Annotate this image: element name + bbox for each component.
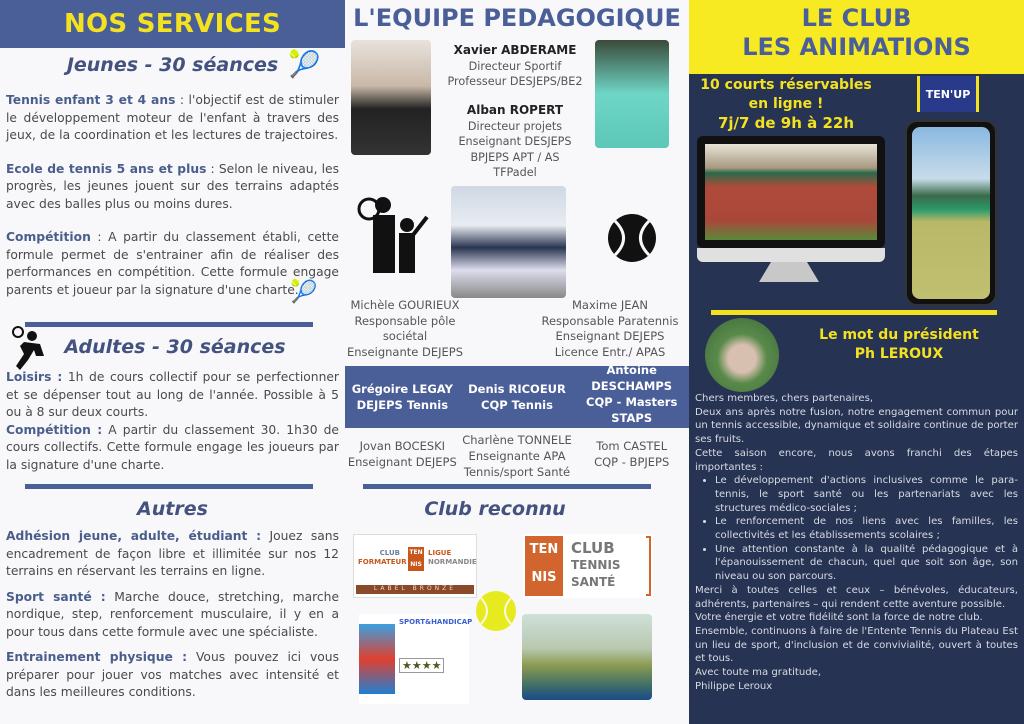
divider [711,310,997,315]
letter-paragraph: Merci à toutes celles et ceux – bénévoles, éducateurs, adhérents, partenaires – qui rendent cette aventure possible. [695,584,1018,610]
monitor-stand [759,262,819,282]
letter-paragraph: Cette saison encore, nous avons franchi des étapes importantes : [695,447,1018,473]
member-name: Jovan BOCESKI [359,439,446,453]
adultes-item [0,369,345,422]
alban-photo [595,40,669,148]
item-text: : A partir du classement établi, cette formule permet de s'entrainer afin de réaliser des performances en compétition. Cette formule engage parents et joueur par la signature d'une charte. [6,230,339,297]
logo-text: NORMANDIE [428,558,477,566]
autres-item [0,589,345,642]
autres-item [0,649,345,702]
president-letter [689,392,1024,693]
club-column [689,0,1024,724]
tennis-player-silhouette-icon [10,326,50,370]
club-header [689,0,1024,74]
member-name: Charlène TONNELE [462,433,572,447]
member-role: CQP - Masters [586,395,678,409]
achievements-list [695,474,1018,584]
wheelchair-tennis-photo [522,614,652,700]
divider [25,484,313,489]
coach-card [574,432,689,480]
member-role: Directeur Sportif [468,59,562,73]
logo-text: LIGUE [428,549,452,557]
logo-text: SPORT&HANDICAP [399,618,473,626]
item-label: Adhésion jeune, adulte, étudiant : [6,529,262,543]
member-role: Licence Entr./ APAS [554,344,666,359]
member-name: Alban ROPERT [466,103,564,117]
member-role: Tennis/sport Santé [463,465,571,479]
item-label: Loisirs : [6,370,63,384]
member-role: Enseignant DEJEPS [347,455,457,469]
letter-paragraph: Ensemble, continuons à faire de l'Entente Tennis du Plateau Est un lieu de sport, d'inclusion et de convivialité, ouvert à toutes et tous. [695,625,1018,665]
item-text: : l'objectif est de stimuler le développement moteur de l'enfant à travers des jeux, de la coordination et les lectures de trajectoires. [6,93,339,142]
jeunes-heading: Jeunes - 30 séances [66,54,279,76]
michele-card [345,298,465,360]
equipe-column [345,0,689,724]
item-label: Sport santé : [6,589,106,604]
member-name: Tom CASTEL [596,439,668,453]
xavier-card [435,43,595,90]
member-role: BPJEPS APT / AS [470,150,560,164]
outdoor-court-photo [912,127,990,299]
alban-card [425,103,605,181]
member-name: Denis RICOEUR [468,382,566,396]
tenup-logo[interactable]: TEN'UP [917,76,979,112]
sport-handicap-label [359,614,473,704]
logo-text: TENNIS [571,558,621,572]
member-role: STAPS [611,411,653,425]
smartphone [905,120,997,306]
achievement-item: • Le renforcement de nos liens avec les familles, les collectivités et les établissements scolaires ; [715,515,1018,542]
logo-text: SANTÉ [571,575,616,589]
logo-text: FORMATEUR [358,558,407,566]
member-name: Maxime JEAN [571,298,649,312]
item-text: Vous pouvez ici vous préparer pour jouer vos matches avec intensité et dans les meilleures conditions. [6,650,339,699]
member-role: Enseignante APA [468,449,566,463]
president-title: Le mot du président [819,327,979,343]
logo-text: NIS [410,561,422,568]
coach-card [345,432,460,480]
logo-text: TEN [409,549,423,556]
member-role: sociétal [382,329,428,343]
member-role: Professeur DESJEPS/BE2 [447,75,583,88]
member-role: Responsable pôle [354,313,456,328]
item-text: A partir du classement 30. 1h30 de cours collectifs. Cette formule engage les joueurs par la signature d'une charte. [6,422,339,472]
logo-text: CLUB [571,539,615,557]
xavier-photo [351,40,431,155]
services-title: NOS SERVICES [0,0,345,48]
label-bronze: LABEL BRONZE [356,585,474,594]
member-role: DEJEPS Tennis [356,398,449,412]
coach-card [460,432,575,480]
logo-text: NIS [531,570,557,585]
services-column [0,0,345,724]
member-role: Enseignant DEJEPS [555,329,665,343]
item-text: Marche douce, stretching, marche nordique, step, renforcement musculaire, il y en a pour tous dans cette formule avec une spécialiste. [6,589,340,639]
indoor-court-photo [705,144,877,240]
coach-card [345,381,460,413]
logo-text: CLUB [379,549,400,557]
yellow-tennis-ball-icon [475,590,517,632]
monitor-chin [697,248,885,262]
autres-heading: Autres [137,498,208,520]
club-reconnu-heading: Club reconnu [424,498,566,520]
member-role: Enseignante DEJEPS [347,344,463,359]
achievement-item: • Le développement d'actions inclusives comme le para-tennis, le sport santé ou les partenariats avec les structures médico-sociales ; [715,474,1018,515]
coaches-band [345,363,689,428]
item-label: Compétition : [6,422,103,437]
four-stars-rating: ★★★★ [399,658,444,673]
divider [25,322,313,327]
letter-paragraph: Deux ans après notre fusion, notre engagement commun pour un tennis accessible, dynamique et solidaire continue de porter ses fruits. [695,406,1018,446]
letter-signature: Philippe Leroux [695,680,773,692]
jeunes-item [0,92,345,145]
coach-card [574,362,689,426]
item-label: Tennis enfant 3 et 4 ans [6,93,176,107]
maxime-card [535,298,685,360]
tennis-ball-icon [607,213,657,263]
computer-monitor [697,136,885,248]
family-tennis-icon [355,195,430,275]
letter-paragraph: Votre énergie et votre fidélité sont la force de notre club. [695,612,983,624]
item-label: Entrainement physique : [6,650,188,664]
team-photo [451,186,566,298]
member-role: Enseignant DESJEPS [458,135,572,148]
item-label: Compétition [6,230,91,244]
member-name: Antoine DESCHAMPS [591,363,673,393]
girl-tennis-icon: 🎾 [288,50,321,80]
member-role: TFPadel [493,166,537,179]
president-heading [789,326,1009,364]
courts-line: 10 courts réservables [700,77,872,93]
logo-text: TEN [529,542,559,557]
coach-card [460,381,575,413]
boy-tennis-icon: 🎾 [290,280,318,305]
club-formateur-logo [353,534,477,598]
member-role: Directeur projets [467,119,563,133]
item-text: Jouez sans encadrement de façon libre et illimitée sur nos 12 terrains en réservant les terrains en ligne. [6,529,339,578]
adultes-item [0,422,345,475]
jeunes-item [0,161,345,214]
member-role: Responsable Paratennis [541,313,679,328]
achievement-item: • Une attention constante à la qualité pédagogique et à l'épanouissement de chacun, quel que soit son âge, son niveau ou son parcours. [715,543,1018,584]
club-title: LE CLUB [801,4,912,32]
item-text: : Selon le niveau, les progrès, les jeunes jouent sur des terrains adaptés avec des balles plus ou moins dures. [6,161,340,211]
member-name: Michèle GOURIEUX [350,298,460,312]
president-photo [705,318,779,392]
courts-line: 7j/7 de 9h à 22h [717,114,855,132]
president-name: Ph LEROUX [854,346,944,362]
courts-line: en ligne ! [748,96,824,112]
adultes-heading: Adultes - 30 séances [64,336,286,358]
club-tennis-sante-logo [523,534,653,598]
letter-paragraph: Avec toute ma gratitude, [695,667,822,679]
divider [363,484,651,489]
item-text: 1h de cours collectif pour se perfectionner et se dépenser tout au long de l'année. Possible à 5 ou à 8 sur deux courts. [6,370,339,419]
member-name: Xavier ABDERAME [453,43,577,57]
club-subtitle: LES ANIMATIONS [742,33,971,61]
item-label: Ecole de tennis 5 ans et plus [6,161,207,176]
letter-paragraph: Chers membres, chers partenaires, [695,393,874,404]
autres-item [0,528,345,581]
equipe-title: L'EQUIPE PEDAGOGIQUE [353,4,681,32]
courts-info [697,76,875,133]
member-role: CQP - BPJEPS [594,455,670,469]
member-role: CQP Tennis [481,398,553,412]
member-name: Grégoire LEGAY [351,382,453,396]
coaches-row [345,432,689,480]
